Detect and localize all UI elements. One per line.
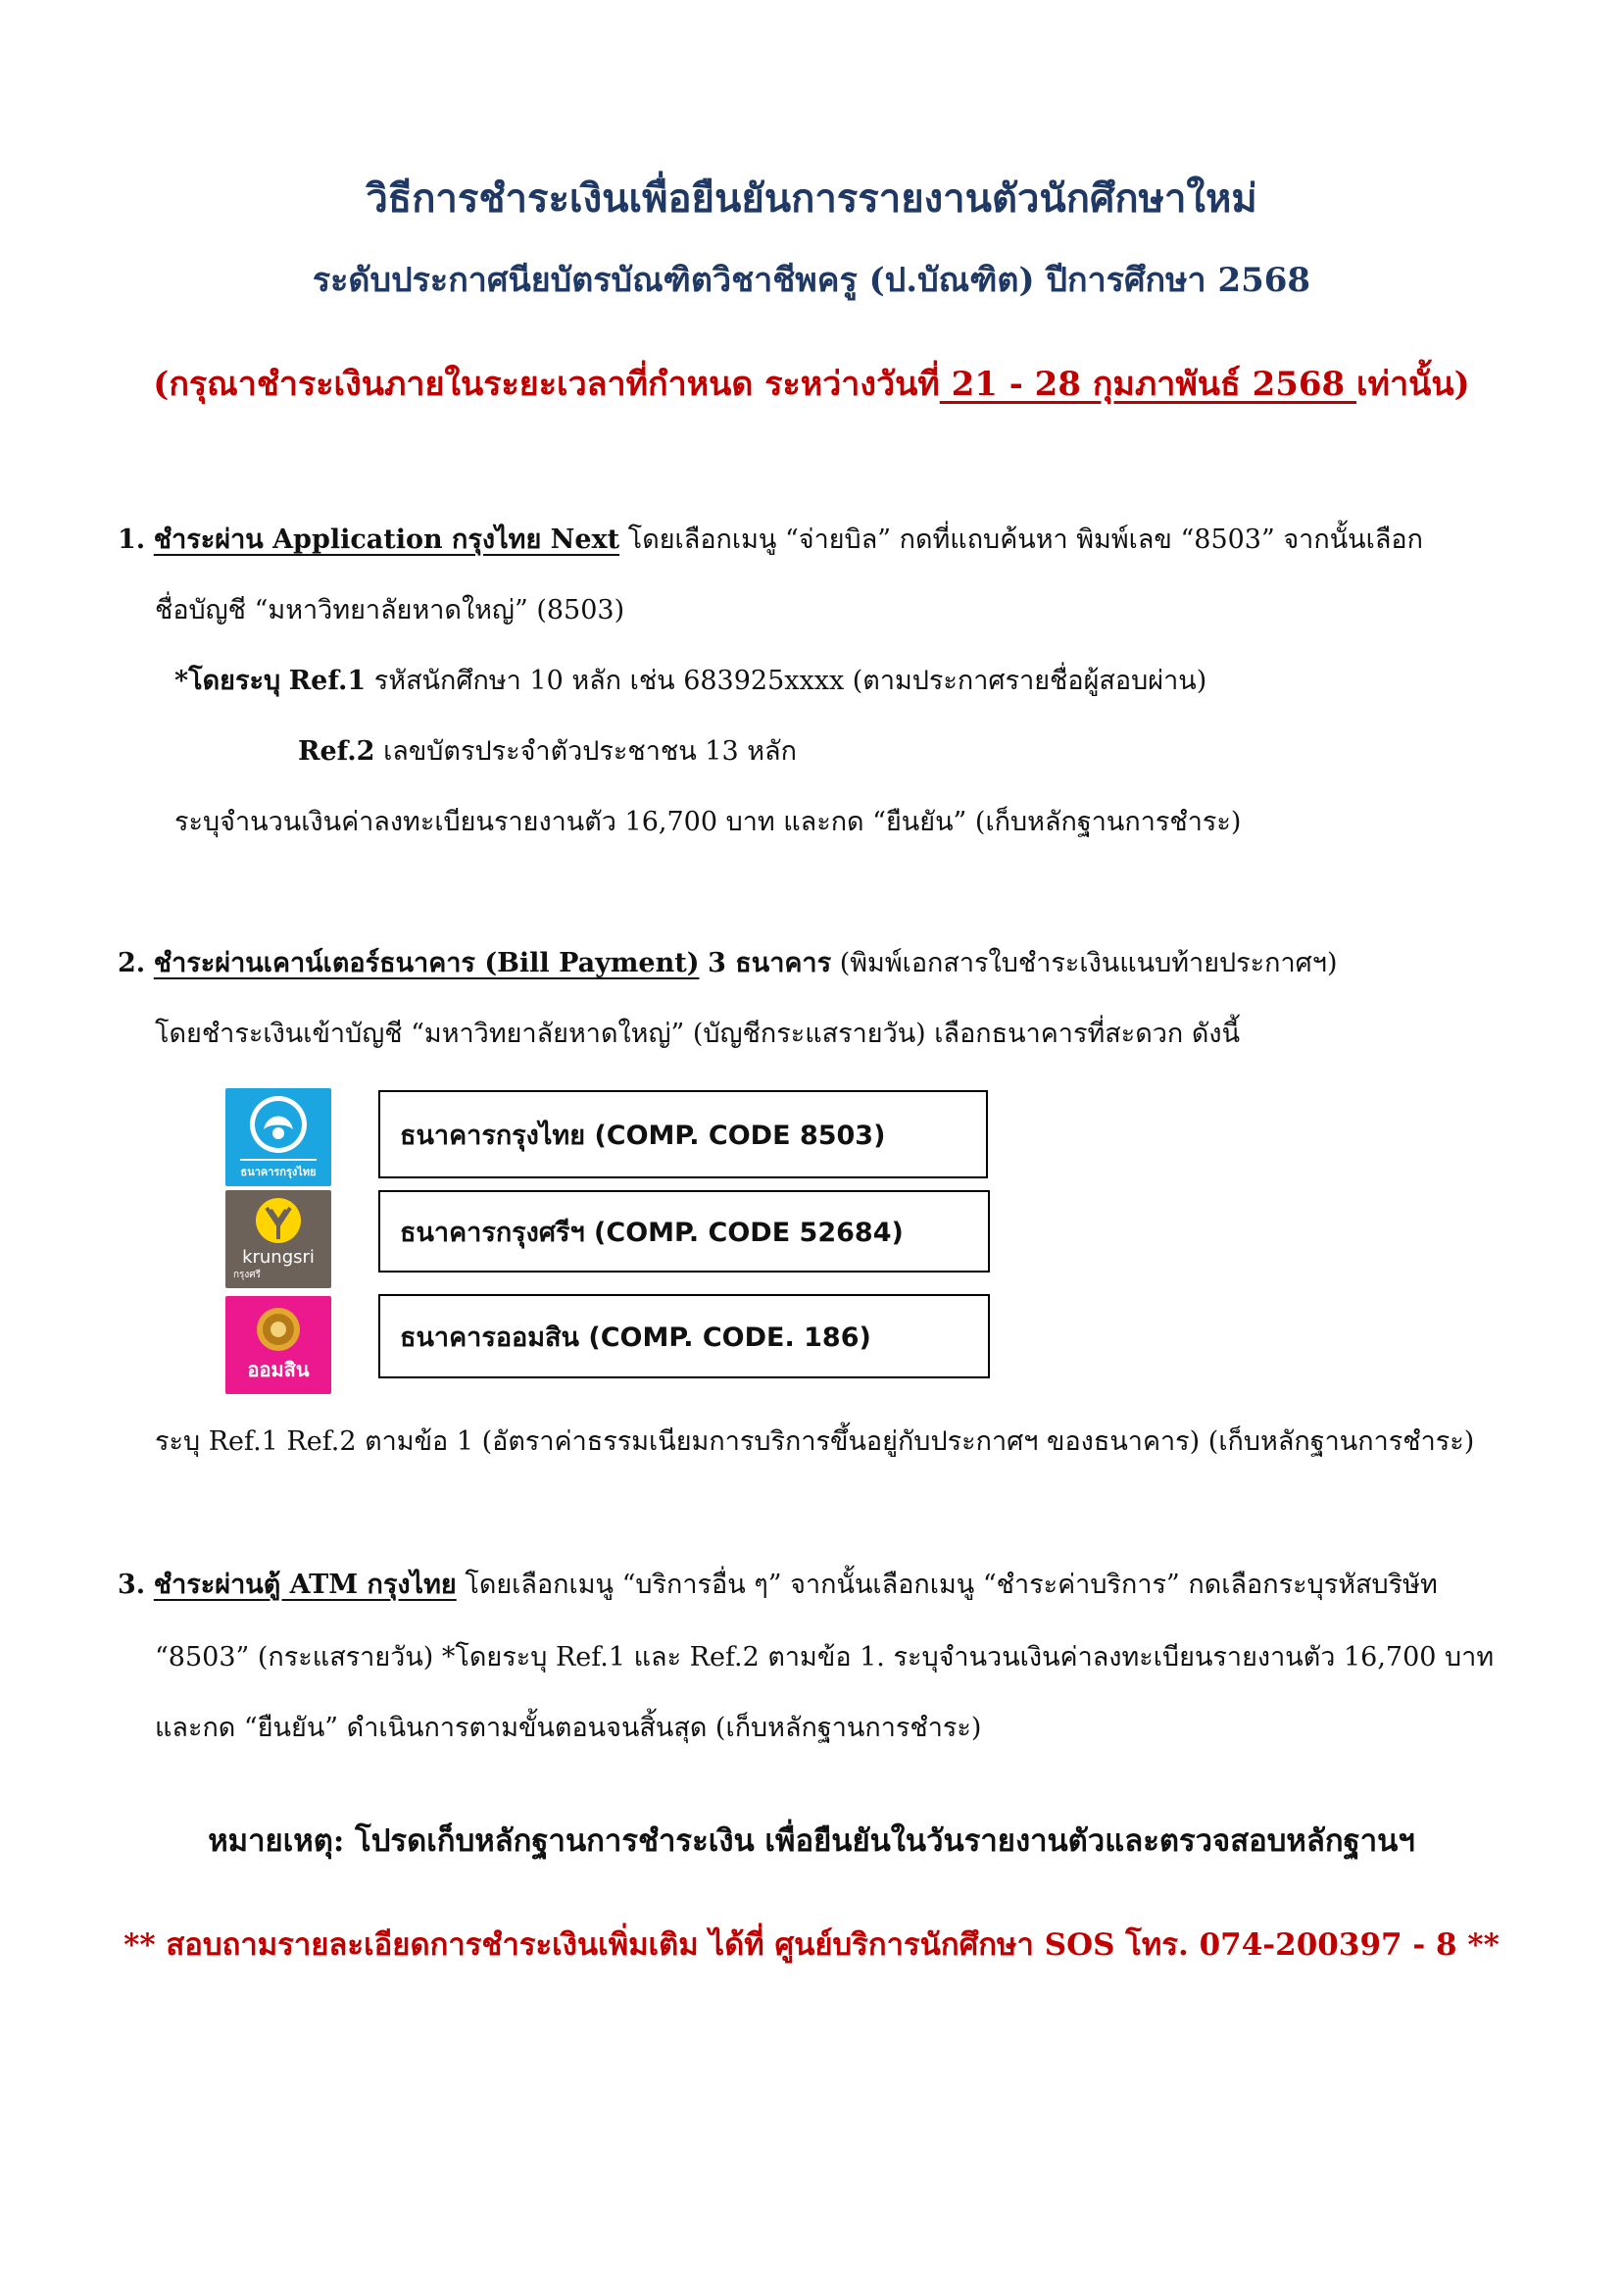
note-text: หมายเหตุ: โปรดเก็บหลักฐานการชำระเงิน เพื่อยืนยันในวันรายงานตัวและตรวจสอบหลักฐานฯ xyxy=(208,1823,1415,1859)
krungsri-logo-text: krungsri xyxy=(242,1247,315,1268)
section1-number: 1. xyxy=(118,524,146,555)
section3-number: 3. xyxy=(118,1570,146,1600)
section1-ref1-line xyxy=(174,659,1206,701)
section2-line1 xyxy=(118,941,1338,983)
ref1-text: รหัสนักศึกษา 10 หลัก เช่น 683925xxxx (ตามประกาศรายชื่อผู้สอบผ่าน) xyxy=(373,666,1207,696)
notice-prefix: (กรุณาชำระเงินภายในระยะเวลาที่กำหนด ระหว่างวันที่ xyxy=(153,365,940,404)
gsb-emblem-icon xyxy=(253,1305,304,1354)
gsb-logo-text: ออมสิน xyxy=(247,1358,310,1381)
bank-code-box-krungthai: ธนาคารกรุงไทย (COMP. CODE 8503) xyxy=(378,1090,988,1178)
contact-text: ** สอบถามรายละเอียดการชำระเงินเพิ่มเติม ได้ที่ ศูนย์บริการนักศึกษา SOS โทร. 074-200397 - 8 ** xyxy=(123,1927,1500,1963)
page-subtitle: ระดับประกาศนียบัตรบัณฑิตวิชาชีพครู (ป.บัณฑิต) ปีการศึกษา 2568 xyxy=(312,261,1311,300)
section3-line1-text: โดยเลือกเมนู “บริการอื่น ๆ” จากนั้นเลือกเมนู “ชำระค่าบริการ” กดเลือกระบุรหัสบริษัท xyxy=(465,1570,1438,1600)
section1-heading: ชำระผ่าน Application กรุงไทย Next xyxy=(153,524,620,555)
section2-heading-note: (พิมพ์เอกสารใบชำระเงินแนบท้ายประกาศฯ) xyxy=(839,948,1338,978)
section1-amount-line: ระบุจำนวนเงินค่าลงทะเบียนรายงานตัว 16,700 บาท และกด “ยืนยัน” (เก็บหลักฐานการชำระ) xyxy=(174,807,1242,837)
notice-dates: 21 - 28 กุมภาพันธ์ 2568 xyxy=(939,365,1357,404)
section2-line2: โดยชำระเงินเข้าบัญชี “มหาวิทยาลัยหาดใหญ่” (บัญชีกระแสรายวัน) เลือกธนาคารที่สะดวก ดังนี้ xyxy=(155,1019,1241,1049)
section2-heading: ชำระผ่านเคาน์เตอร์ธนาคาร (Bill Payment) xyxy=(153,948,700,978)
bank-code-box-krungsri: ธนาคารกรุงศรีฯ (COMP. CODE 52684) xyxy=(378,1190,990,1273)
ref2-label: Ref.2 xyxy=(298,736,375,767)
by-label: *โดยระบุ xyxy=(174,666,281,696)
gsb-logo-icon xyxy=(225,1296,331,1394)
bank-code-box-gsb: ธนาคารออมสิน (COMP. CODE. 186) xyxy=(378,1294,990,1378)
section3-line3: และกด “ยืนยัน” ดำเนินการตามขั้นตอนจนสิ้นสุด (เก็บหลักฐานการชำระ) xyxy=(155,1713,982,1743)
ref2-text: เลขบัตรประจำตัวประชาชน 13 หลัก xyxy=(383,736,797,767)
section2-number: 2. xyxy=(118,948,146,978)
section3-heading: ชำระผ่านตู้ ATM กรุงไทย xyxy=(153,1570,457,1600)
krungthai-logo-icon xyxy=(225,1088,331,1186)
payment-period-notice xyxy=(0,357,1623,410)
section1-line1-text: โดยเลือกเมนู “จ่ายบิล” กดที่แถบค้นหา พิมพ์เลข “8503” จากนั้นเลือก xyxy=(627,524,1423,555)
section1-line2: ชื่อบัญชี “มหาวิทยาลัยหาดใหญ่” (8503) xyxy=(155,595,625,625)
section3-line2: “8503” (กระแสรายวัน) *โดยระบุ Ref.1 และ Ref.2 ตามข้อ 1. ระบุจำนวนเงินค่าลงทะเบียนรายงานตัว 16,700 บาท xyxy=(155,1642,1495,1672)
ref1-label: Ref.1 xyxy=(288,666,367,696)
krungsri-logo-icon xyxy=(225,1190,331,1288)
section2-footer: ระบุ Ref.1 Ref.2 ตามข้อ 1 (อัตราค่าธรรมเนียมการบริการขึ้นอยู่กับประกาศฯ ของธนาคาร) (เก็บหลักฐานการชำระ) xyxy=(155,1426,1475,1457)
section1-ref2-line xyxy=(298,729,797,772)
krungthai-bird-icon xyxy=(244,1094,313,1155)
notice-suffix: เท่านั้น) xyxy=(1356,365,1470,404)
section3-line1 xyxy=(118,1563,1438,1605)
section2-banks-count: 3 ธนาคาร xyxy=(708,948,832,978)
krungsri-logo-subtext: กรุงศรี xyxy=(233,1270,262,1280)
krungthai-logo-text: ธนาคารกรุงไทย xyxy=(240,1159,316,1180)
page-title: วิธีการชำระเงินเพื่อยืนยันการรายงานตัวนักศึกษาใหม่ xyxy=(366,175,1257,222)
section1-line1 xyxy=(118,518,1423,560)
krungsri-emblem-icon xyxy=(249,1196,308,1245)
